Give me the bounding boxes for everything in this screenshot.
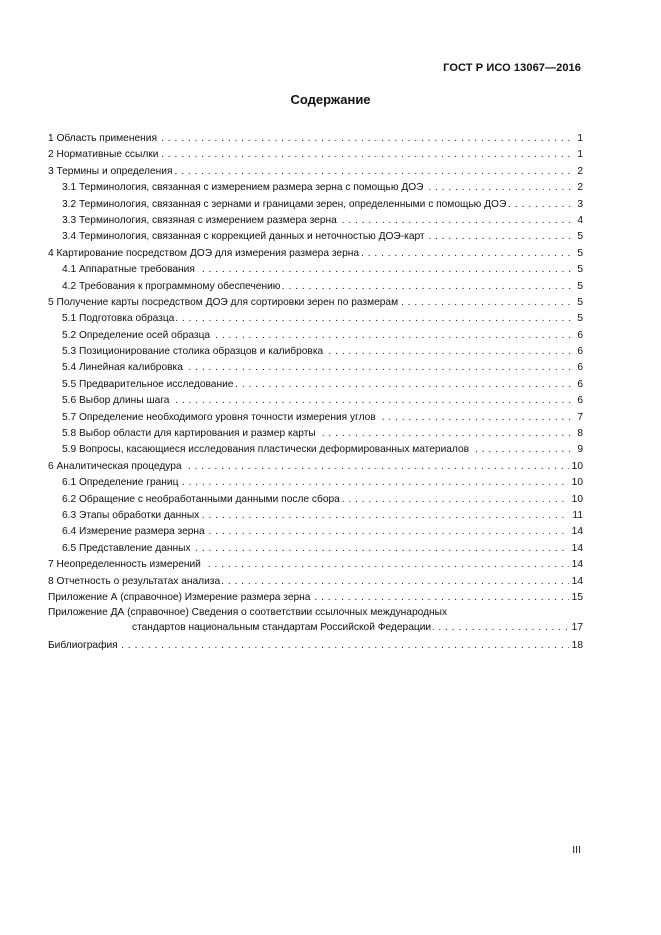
toc-entry bbox=[48, 147, 583, 163]
toc-entry-page: 17 bbox=[569, 620, 583, 636]
toc-entry-page: 18 bbox=[569, 638, 583, 654]
toc-entry bbox=[48, 557, 583, 573]
toc-entry-line bbox=[48, 164, 583, 180]
toc-entry-page: 10 bbox=[569, 475, 583, 491]
toc-entry bbox=[48, 377, 583, 393]
toc-entry-line bbox=[48, 246, 583, 262]
toc-entry-title: Приложение А (справочное) Измерение размера зерна bbox=[48, 591, 311, 603]
toc-entry-page: 5 bbox=[574, 262, 583, 278]
toc-entry-page: 2 bbox=[574, 164, 583, 180]
toc-entry bbox=[48, 475, 583, 491]
toc-entry-title: 3.3 Терминология, связяная с измерением размера зерна bbox=[62, 214, 337, 226]
toc-entry-line bbox=[62, 279, 583, 295]
toc-entry-title: 6.4 Измерение размера зерна bbox=[62, 526, 205, 538]
toc-entry-title: 3.2 Терминология, связанная с зернами и границами зерен, определенными с помощью ДОЭ bbox=[62, 198, 507, 210]
toc-entry-page: 10 bbox=[569, 492, 583, 508]
toc-entry-page: 7 bbox=[574, 410, 583, 426]
toc-entry-page: 2 bbox=[574, 180, 583, 196]
toc-entry-page: 14 bbox=[569, 541, 583, 557]
toc-entry-page: 4 bbox=[574, 213, 583, 229]
toc-entry-page: 15 bbox=[569, 590, 583, 606]
toc-entry bbox=[48, 246, 583, 262]
toc-entry-page: 6 bbox=[574, 393, 583, 409]
toc-entry-line bbox=[48, 638, 583, 654]
toc-entry-line bbox=[62, 524, 583, 540]
toc-entry bbox=[48, 213, 583, 229]
toc-entry-line bbox=[62, 213, 583, 229]
toc-entry-line bbox=[48, 459, 583, 475]
table-of-contents bbox=[48, 131, 583, 655]
toc-entry bbox=[48, 180, 583, 196]
toc-entry-page: 6 bbox=[574, 328, 583, 344]
toc-entry-line bbox=[48, 295, 583, 311]
toc-entry-line bbox=[62, 262, 583, 278]
toc-entry-title: 5.8 Выбор области для картирования и размер карты bbox=[62, 428, 316, 440]
toc-entry bbox=[48, 524, 583, 540]
toc-entry-title-continuation: стандартов национальным стандартам Российской Федерации bbox=[132, 622, 432, 634]
toc-entry-page: 6 bbox=[574, 377, 583, 393]
toc-entry-title: 6.5 Представление данных bbox=[62, 542, 191, 554]
toc-entry-line bbox=[62, 426, 583, 442]
toc-entry-line bbox=[62, 492, 583, 508]
toc-entry-line bbox=[62, 328, 583, 344]
toc-entry-line bbox=[62, 410, 583, 426]
toc-entry-line bbox=[62, 344, 583, 360]
toc-entry-line bbox=[62, 442, 583, 458]
toc-entry-title: 3.1 Терминология, связанная с измерением размера зерна с помощью ДОЭ bbox=[62, 182, 424, 194]
toc-entry bbox=[48, 295, 583, 311]
toc-entry-line bbox=[48, 131, 583, 147]
toc-entry bbox=[48, 590, 583, 606]
toc-entry-title: 6.1 Определение границ bbox=[62, 477, 179, 489]
toc-entry-line bbox=[48, 620, 583, 636]
toc-entry-line bbox=[62, 311, 583, 327]
toc-entry-page: 10 bbox=[569, 459, 583, 475]
toc-entry bbox=[48, 197, 583, 213]
toc-entry-title: 5.5 Предварительное исследование bbox=[62, 378, 234, 390]
toc-entry-title: Библиография bbox=[48, 640, 118, 652]
toc-entry-line bbox=[62, 541, 583, 557]
toc-entry-line bbox=[48, 147, 583, 163]
toc-entry-title: 3.4 Терминология, связанная с коррекцией данных и неточностью ДОЭ-карт bbox=[62, 231, 425, 243]
toc-entry-title: 4 Картирование посредством ДОЭ для измерения размера зерна bbox=[48, 247, 360, 259]
toc-entry bbox=[48, 574, 583, 590]
toc-entry-page: 14 bbox=[569, 524, 583, 540]
toc-entry-title: 5.3 Позиционирование столика образцов и калибровка bbox=[62, 346, 324, 358]
toc-entry-page: 1 bbox=[574, 131, 583, 147]
toc-entry bbox=[48, 541, 583, 557]
toc-entry-line bbox=[62, 393, 583, 409]
toc-entry bbox=[48, 459, 583, 475]
toc-entry bbox=[48, 328, 583, 344]
toc-entry-page: 5 bbox=[574, 295, 583, 311]
toc-entry-title: 5 Получение карты посредством ДОЭ для сортировки зерен по размерам bbox=[48, 296, 399, 308]
toc-entry-title: 6.3 Этапы обработки данных bbox=[62, 509, 200, 521]
page-number: III bbox=[572, 844, 581, 856]
toc-entry-title: Приложение ДА (справочное) Сведения о соответствии ссылочных международных bbox=[48, 607, 448, 619]
toc-entry-annex-da bbox=[48, 606, 583, 638]
toc-entry-page: 5 bbox=[574, 279, 583, 295]
toc-entry-page: 3 bbox=[574, 197, 583, 213]
toc-entry-line bbox=[48, 590, 583, 606]
toc-entry-title: 4.1 Аппаратные требования bbox=[62, 264, 195, 276]
toc-entry bbox=[48, 229, 583, 245]
toc-entry bbox=[48, 262, 583, 278]
toc-entry-title: 5.2 Определение осей образца bbox=[62, 329, 211, 341]
toc-entry-title: 5.9 Вопросы, касающиеся исследования пластически деформированных материалов bbox=[62, 444, 470, 456]
toc-entry-line bbox=[62, 475, 583, 491]
toc-entry-line bbox=[48, 557, 583, 573]
toc-entry bbox=[48, 360, 583, 376]
toc-entry-line bbox=[62, 180, 583, 196]
toc-entry-bibliography bbox=[48, 638, 583, 654]
toc-entry bbox=[48, 279, 583, 295]
toc-entry-title: 6.2 Обращение с необработанными данными после сбора bbox=[62, 493, 340, 505]
toc-entry bbox=[48, 311, 583, 327]
toc-entry-line bbox=[62, 229, 583, 245]
toc-entry-page: 5 bbox=[574, 311, 583, 327]
toc-entry bbox=[48, 492, 583, 508]
toc-entry-line bbox=[48, 574, 583, 590]
toc-entry-page: 8 bbox=[574, 426, 583, 442]
toc-entry bbox=[48, 393, 583, 409]
toc-entry-title: 5.6 Выбор длины шага bbox=[62, 395, 170, 407]
toc-entry bbox=[48, 508, 583, 524]
toc-entry-page: 9 bbox=[574, 442, 583, 458]
standard-header: ГОСТ Р ИСО 13067—2016 bbox=[443, 62, 581, 74]
toc-entry-line bbox=[62, 377, 583, 393]
toc-entry-title: 7 Неопределенность измерений bbox=[48, 559, 201, 571]
toc-entry-title: 5.1 Подготовка образца bbox=[62, 313, 175, 325]
toc-entry-line bbox=[62, 197, 583, 213]
toc-entry-page: 11 bbox=[569, 508, 583, 524]
toc-entry-page: 5 bbox=[574, 229, 583, 245]
toc-entry-title: 1 Область применения bbox=[48, 133, 157, 144]
toc-entry-title: 6 Аналитическая процедура bbox=[48, 460, 182, 472]
toc-entry-page: 14 bbox=[569, 574, 583, 590]
toc-entry-title: 5.7 Определение необходимого уровня точности измерения углов bbox=[62, 411, 376, 423]
toc-entry bbox=[48, 131, 583, 147]
page-title: Содержание bbox=[290, 92, 371, 107]
toc-entry bbox=[48, 426, 583, 442]
toc-entry-title: 2 Нормативные ссылки bbox=[48, 149, 159, 161]
toc-entry-title: 4.2 Требования к программному обеспечению bbox=[62, 280, 281, 292]
toc-entry-line bbox=[62, 360, 583, 376]
toc-entry bbox=[48, 442, 583, 458]
toc-entry-title: 5.4 Линейная калибровка bbox=[62, 362, 183, 374]
toc-entry-page: 1 bbox=[574, 147, 583, 163]
toc-entry-line bbox=[62, 508, 583, 524]
toc-entry-page: 6 bbox=[574, 360, 583, 376]
toc-entry bbox=[48, 410, 583, 426]
toc-entry-title: 3 Термины и определения bbox=[48, 165, 173, 177]
toc-entry-page: 6 bbox=[574, 344, 583, 360]
toc-entry-page: 14 bbox=[569, 557, 583, 573]
toc-entry bbox=[48, 164, 583, 180]
toc-entry-title: 8 Отчетность о результатах анализа bbox=[48, 575, 221, 587]
toc-entry bbox=[48, 344, 583, 360]
toc-entry-page: 5 bbox=[574, 246, 583, 262]
